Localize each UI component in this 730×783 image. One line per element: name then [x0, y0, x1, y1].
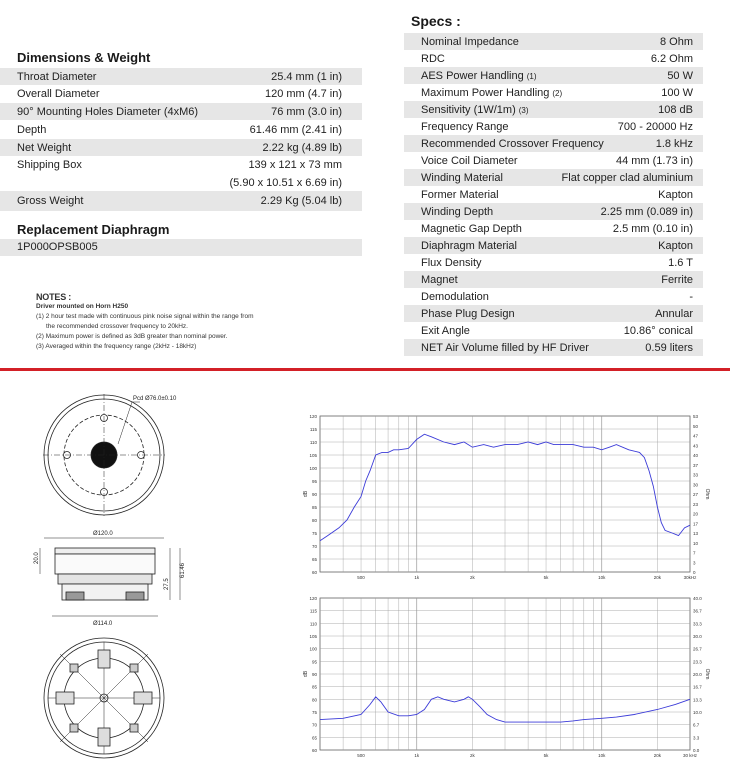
specs-row: [404, 67, 703, 84]
y-right-tick-label: 36.7: [693, 608, 702, 614]
y-tick-label: 95: [311, 659, 317, 665]
specs-row-label-text: Recommended Crossover Frequency: [421, 137, 604, 150]
specs-row-value: 44 mm (1.73 in): [615, 154, 693, 167]
y-tick-label: 110: [309, 440, 317, 445]
pcd-label: Pcd Ø76.0±0.10: [133, 396, 177, 402]
specs-row-label-text: Winding Material: [421, 171, 503, 184]
y-right-tick-label: 13.3: [693, 697, 702, 703]
specs-row: [404, 186, 703, 203]
specs-row-value: 8 Ohm: [659, 35, 693, 48]
specs-row-value: Kapton: [658, 239, 693, 252]
specs-row-label: [404, 121, 508, 133]
specs-row-label-text: Magnetic Gap Depth: [421, 222, 522, 235]
specs-row-value: 100 W: [661, 86, 693, 99]
specs-row-label-text: Flux Density: [421, 256, 482, 269]
specs-row-label-text: Nominal Impedance: [421, 35, 519, 48]
y-tick-label: 115: [309, 427, 317, 432]
dimensions-row-label: Throat Diameter: [17, 70, 97, 83]
y-right-tick-label: 30: [693, 482, 699, 488]
y-right-tick-label: 3: [693, 560, 696, 566]
y-tick-label: 80: [311, 518, 317, 523]
dim-mid-label: 27.5: [164, 578, 170, 590]
specs-row-value: 2.5 mm (0.10 in): [612, 222, 693, 235]
y-right-tick-label: 20.0: [693, 672, 702, 677]
dim-top-label: Ø120.0: [93, 531, 113, 537]
specs-row: [404, 203, 703, 220]
dimensions-row-value: 2.22 kg (4.89 lb): [262, 141, 342, 154]
specs-row-label-text: Frequency Range: [421, 120, 509, 133]
specs-row-label: [404, 138, 604, 150]
y-tick-label: 100: [309, 466, 317, 471]
technical-drawings: [0, 372, 240, 783]
y-right-tick-label: 0.0: [693, 748, 700, 753]
y-tick-label: 65: [311, 735, 317, 741]
x-tick-label: 1k: [414, 575, 420, 580]
dimensions-row: [0, 85, 362, 102]
notes-item: (2) Maximum power is defined as 3dB greater than nominal power.: [36, 333, 228, 340]
specs-row-value: Ferrite: [661, 273, 693, 286]
specs-row: [404, 101, 703, 118]
replacement-part-number: 1P000OPSB005: [17, 241, 98, 253]
dim-left-label: 20.0: [34, 552, 40, 564]
specs-row: [404, 33, 703, 50]
dimensions-row: [0, 174, 362, 191]
y-right-tick-label: 26.7: [693, 646, 702, 652]
y-axis-label: dB: [303, 670, 309, 678]
specs-row-label: [404, 223, 522, 235]
x-tick-label: 10k: [598, 575, 606, 580]
specs-row-label: [404, 36, 519, 48]
x-tick-label: 20k: [653, 575, 662, 580]
y-tick-label: 120: [309, 414, 317, 419]
specs-row-label-text: AES Power Handling: [421, 69, 524, 82]
x-tick-label: 500: [357, 753, 365, 758]
specs-row-label-text: RDC: [421, 52, 445, 65]
y-right-tick-label: 20: [693, 511, 699, 517]
specs-row-value: 10.86° conical: [623, 324, 693, 337]
y-axis-label: dB: [303, 490, 309, 498]
dimensions-row-value: 2.29 Kg (5.04 lb): [260, 195, 342, 207]
dimensions-row-value: 139 x 121 x 73 mm: [248, 158, 342, 171]
y-right-tick-label: 10.0: [693, 710, 702, 715]
specs-row-label: [404, 274, 458, 286]
side-view-drawing: [40, 531, 180, 616]
top-view-drawing: [43, 394, 165, 516]
dimensions-row-label: Gross Weight: [17, 195, 84, 207]
specs-row-label: [404, 291, 489, 303]
specs-row-footnote: (1): [526, 71, 537, 81]
y-right-tick-label: 7: [693, 550, 696, 556]
notes-subheader: Driver mounted on Horn H250: [36, 303, 129, 310]
dimensions-row: [0, 191, 362, 211]
specs-row-label: [404, 53, 445, 65]
specs-row-label-text: Exit Angle: [421, 324, 470, 337]
x-tick-label: 30 kHz: [682, 753, 698, 758]
specs-title: Specs :: [411, 13, 461, 29]
x-tick-label: 5k: [543, 753, 549, 758]
x-tick-label: 500: [357, 575, 365, 580]
specs-row-label: [404, 342, 589, 354]
specs-row: [404, 84, 703, 101]
y-tick-label: 105: [309, 634, 317, 639]
dimensions-table: [0, 68, 362, 213]
y-tick-label: 80: [311, 697, 317, 703]
specs-row: [404, 271, 703, 288]
y-tick-label: 95: [311, 479, 317, 484]
dimensions-title: Dimensions & Weight: [17, 50, 151, 65]
specs-row-value: -: [689, 290, 693, 303]
specs-row: [404, 254, 703, 271]
bottom-view-drawing: [44, 638, 164, 758]
specs-row: [404, 339, 703, 356]
specs-row-value: 1.8 kHz: [655, 137, 693, 150]
y-right-tick-label: 16.7: [693, 684, 702, 690]
specs-row-label-text: Sensitivity (1W/1m): [421, 103, 516, 116]
y-tick-label: 65: [311, 557, 317, 562]
specs-row-label: [404, 172, 503, 184]
y-right-tick-label: 33.3: [693, 621, 702, 627]
specs-row-label: [404, 325, 470, 337]
y-right-tick-label: 37: [693, 462, 699, 468]
specs-row-label: [404, 104, 529, 116]
specs-row-label: [404, 155, 518, 167]
notes-item: the recommended crossover frequency to 20kHz.: [46, 323, 188, 330]
y-right-tick-label: 13: [693, 531, 699, 536]
x-tick-label: 20k: [653, 753, 662, 758]
specs-row: [404, 220, 703, 237]
specs-row-value: Kapton: [658, 188, 693, 201]
specs-row: [404, 135, 703, 152]
dimensions-row: [0, 121, 362, 138]
y-tick-label: 85: [311, 684, 317, 690]
dimensions-row: [0, 139, 362, 156]
specs-row-label-text: Voice Coil Diameter: [421, 154, 518, 167]
y-right-tick-label: 50: [693, 423, 699, 429]
replacement-row: [0, 239, 362, 256]
y-right-tick-label: 0: [693, 570, 696, 575]
dimensions-row-label: Net Weight: [17, 141, 72, 154]
y-right-tick-label: 3.3: [693, 735, 700, 741]
dimensions-row: [0, 103, 362, 120]
specs-row: [404, 50, 703, 67]
y-tick-label: 85: [311, 505, 317, 510]
specs-row-label: [404, 257, 482, 269]
specs-row-label: [404, 206, 493, 218]
notes-header: NOTES :: [36, 292, 72, 302]
specs-row-value: 108 dB: [658, 103, 693, 116]
y-right-tick-label: 53: [693, 414, 699, 419]
specs-row-label: [404, 308, 515, 320]
x-tick-label: 10k: [598, 753, 606, 758]
y-right-tick-label: 40: [693, 453, 699, 458]
dimensions-row-label: 90° Mounting Holes Diameter (4xM6): [17, 105, 199, 118]
y-tick-label: 100: [309, 646, 317, 652]
specs-row-value: Flat copper clad aluminium: [561, 171, 693, 184]
specs-row-label-text: Demodulation: [421, 290, 489, 303]
notes-item: (3) Averaged within the frequency range (2kHz - 18kHz): [36, 343, 197, 350]
y-tick-label: 70: [311, 722, 317, 728]
impedance-chart: [300, 590, 710, 762]
y-right-tick-label: 23.3: [693, 659, 702, 665]
specs-row-value: Annular: [655, 307, 693, 320]
y-tick-label: 115: [309, 608, 317, 614]
dimensions-row-value: 120 mm (4.7 in): [264, 87, 342, 100]
specs-row-footnote: (3): [518, 105, 529, 115]
specs-row-label: [404, 87, 562, 99]
specs-row: [404, 169, 703, 186]
y-tick-label: 90: [311, 492, 317, 497]
dimensions-row-value: 61.46 mm (2.41 in): [249, 123, 342, 136]
y-right-tick-label: 30.0: [693, 634, 702, 639]
y-right-tick-label: 23: [693, 501, 699, 507]
dimensions-row-value: 76 mm (3.0 in): [271, 105, 342, 118]
specs-row-value: 2.25 mm (0.089 in): [600, 205, 693, 218]
dimensions-row-label: Shipping Box: [17, 158, 82, 171]
specs-row-label-text: Former Material: [421, 188, 499, 201]
y-right-tick-label: 43: [693, 443, 699, 449]
y-right-tick-label: 27: [693, 492, 699, 497]
y-tick-label: 110: [309, 621, 317, 627]
x-tick-label: 2k: [470, 753, 475, 758]
y-right-tick-label: 10: [693, 540, 699, 546]
specs-row-value: 1.6 T: [668, 256, 693, 269]
specs-row-value: 700 - 20000 Hz: [617, 120, 693, 133]
dimensions-row-label: Depth: [17, 123, 47, 136]
specs-row-label-text: Magnet: [421, 273, 458, 286]
specs-row: [404, 288, 703, 305]
y-tick-label: 60: [311, 748, 317, 753]
y-right-tick-label: 33: [693, 472, 699, 478]
frequency-response-chart: [300, 408, 710, 584]
specs-row-label-text: Phase Plug Design: [421, 307, 515, 320]
dimensions-row: [0, 68, 362, 85]
specs-row: [404, 152, 703, 169]
y-right-axis-label: Ohm: [704, 668, 710, 680]
specs-row-label-text: Winding Depth: [421, 205, 494, 218]
y-right-tick-label: 6.7: [693, 722, 700, 728]
specs-row: [404, 237, 703, 254]
specs-row-label-text: Maximum Power Handling: [421, 86, 550, 99]
section-divider: [0, 368, 730, 371]
y-tick-label: 105: [309, 453, 317, 458]
dimensions-row: [0, 156, 362, 173]
y-right-axis-label: Ohm: [704, 488, 710, 500]
specs-row-value: 6.2 Ohm: [650, 52, 693, 65]
specs-row-label-text: Diaphragm Material: [421, 239, 517, 252]
specs-row: [404, 305, 703, 322]
specs-row-footnote: (2): [552, 88, 563, 98]
x-tick-label: 1k: [414, 753, 420, 758]
x-tick-label: 30kHz: [683, 575, 697, 580]
y-tick-label: 75: [311, 710, 317, 715]
dimensions-row-value: 25.4 mm (1 in): [271, 70, 342, 83]
specs-row-value: 50 W: [667, 69, 693, 82]
specs-row-label: [404, 240, 517, 252]
notes-block: [36, 292, 336, 352]
notes-item: (1) 2 hour test made with continuous pink noise signal within the range from: [36, 313, 254, 320]
specs-row-label: [404, 70, 537, 82]
specs-row: [404, 322, 703, 339]
y-tick-label: 60: [311, 570, 317, 575]
y-tick-label: 90: [311, 672, 317, 677]
y-right-tick-label: 40.0: [693, 596, 702, 601]
specs-row-value: 0.59 liters: [645, 341, 693, 354]
dimensions-row-value: (5.90 x 10.51 x 6.69 in): [229, 176, 342, 189]
y-right-tick-label: 17: [693, 521, 699, 527]
specs-row-label-text: NET Air Volume filled by HF Driver: [421, 341, 589, 354]
y-tick-label: 75: [311, 531, 317, 536]
dim-depth-label: 61.46: [180, 562, 186, 578]
y-tick-label: 120: [309, 596, 317, 601]
dimensions-row-label: Overall Diameter: [17, 87, 100, 100]
y-right-tick-label: 47: [693, 433, 699, 439]
replacement-title: Replacement Diaphragm: [17, 222, 170, 237]
x-tick-label: 5k: [543, 575, 549, 580]
dim-bottom-label: Ø114.0: [93, 621, 113, 627]
x-tick-label: 2k: [470, 575, 475, 580]
specs-row-label: [404, 189, 499, 201]
y-tick-label: 70: [311, 544, 317, 549]
specs-row: [404, 118, 703, 135]
specs-table: [404, 33, 703, 358]
